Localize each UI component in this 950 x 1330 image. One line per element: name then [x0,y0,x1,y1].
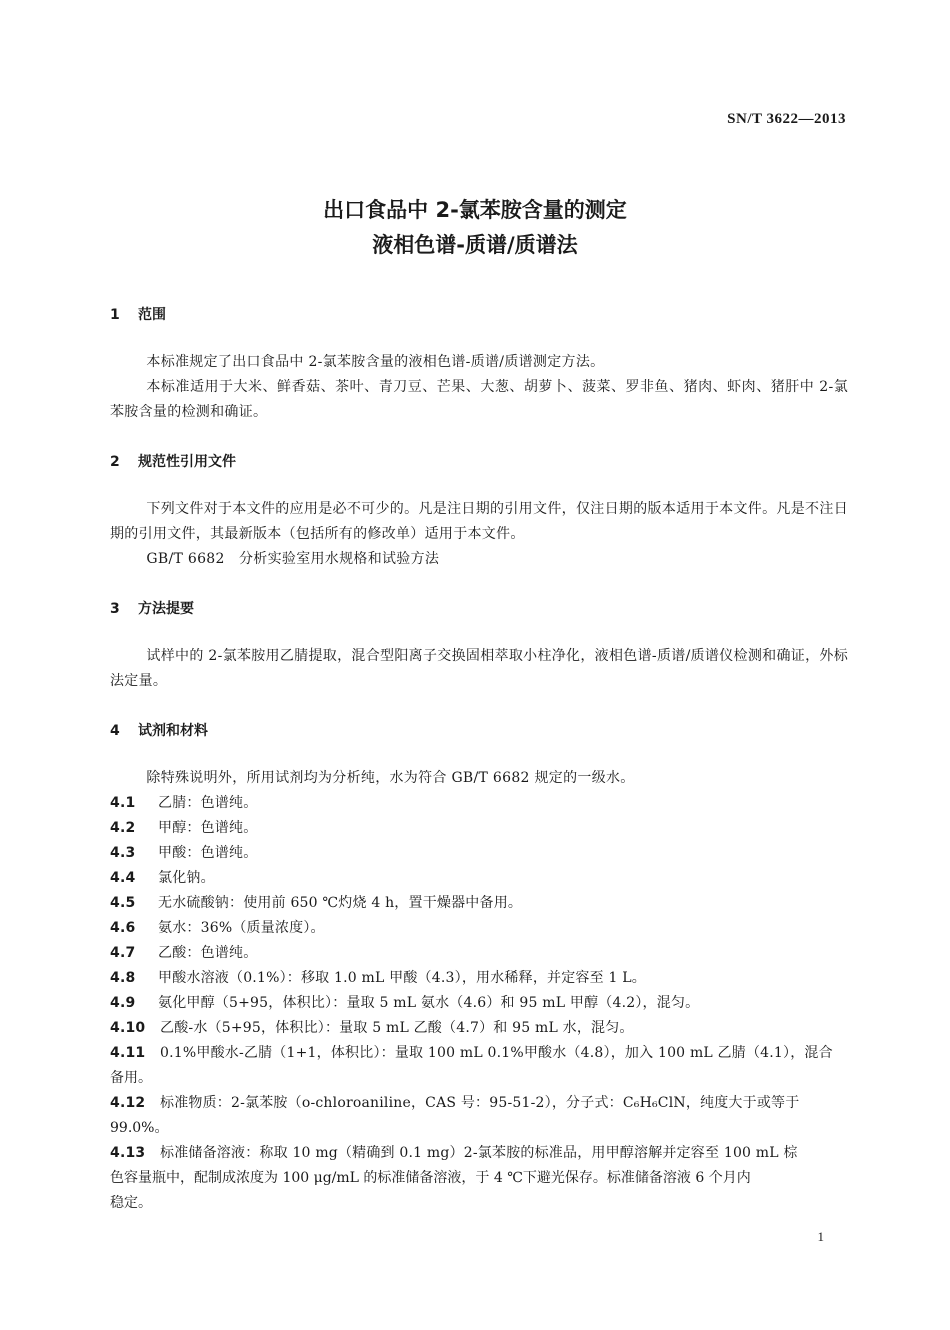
clause-number: 4.2 [110,820,136,836]
clause-number: 4.4 [110,870,136,886]
paragraph: 除特殊说明外，所用试剂均为分析纯，水为符合 GB/T 6682 规定的一级水。 [146,770,635,786]
clause-text: 甲酸水溶液（0.1%）：移取 1.0 mL 甲酸（4.3），用水稀释，并定容至 1 L。 [158,970,646,986]
clause-item [110,866,848,891]
clause-item [110,916,848,941]
clause-number: 4.1 [110,795,136,811]
clause-text: 氨化甲醇（5+95，体积比）：量取 5 mL 氨水（4.6）和 95 mL 甲醇（4.2），混匀。 [158,995,700,1011]
paragraph: 下列文件对于本文件的应用是必不可少的。凡是注日期的引用文件，仅注日期的版本适用于本文件。凡是不注日期的引用文件，其最新版本（包括所有的修改单）适用于本文件。 [110,501,848,542]
clause-item [110,1041,848,1066]
section-number: 2 [110,454,120,470]
section-number: 3 [110,601,120,617]
clause-text: 氨水：36%（质量浓度）。 [158,920,325,936]
clause-number: 4.9 [110,995,136,1011]
document-title-line1: 出口食品中 2-氯苯胺含量的测定 [323,198,627,222]
section-title: 方法提要 [138,601,194,617]
clause-number: 4.12 [110,1095,146,1111]
clause-number: 4.11 [110,1045,146,1061]
page-number: 1 [817,1229,824,1244]
section-number: 4 [110,723,120,739]
clause-number: 4.8 [110,970,136,986]
clause-item [110,991,848,1016]
paragraph: 本标准适用于大米、鲜香菇、茶叶、青刀豆、芒果、大葱、胡萝卜、菠菜、罗非鱼、猪肉、虾肉、猪肝中 2-氯苯胺含量的检测和确证。 [110,379,848,420]
section-number: 1 [110,307,120,323]
clause-item [110,791,848,816]
section-title: 试剂和材料 [138,723,208,739]
clause-item [110,1141,848,1166]
reference-entry: GB/T 6682 分析实验室用水规格和试验方法 [146,551,440,567]
clause-number: 4.13 [110,1145,146,1161]
clause-number: 4.5 [110,895,136,911]
clause-number: 4.6 [110,920,136,936]
clause-continuation: 备用。 [110,1070,152,1086]
clause-number: 4.10 [110,1020,146,1036]
clause-continuation: 稳定。 [110,1195,152,1211]
section-title: 规范性引用文件 [138,454,236,470]
section-title: 范围 [138,307,166,323]
clause-text: 氯化钠。 [158,870,215,886]
section-reagents [110,718,848,1216]
clause-item [110,891,848,916]
clause-number: 4.3 [110,845,136,861]
clause-text: 标准物质：2-氯苯胺（o-chloroaniline，CAS 号：95-51-2），分子式：C₆H₆ClN，纯度大于或等于 [160,1095,800,1111]
clause-text: 乙腈：色谱纯。 [158,795,258,811]
section-method-summary [110,596,848,694]
clause-item [110,841,848,866]
clause-text: 甲醇：色谱纯。 [158,820,258,836]
paragraph: 试样中的 2-氯苯胺用乙腈提取，混合型阳离子交换固相萃取小柱净化，液相色谱-质谱/质谱仪检测和确证，外标法定量。 [110,648,848,689]
section-normative-references [110,449,848,572]
clause-item [110,941,848,966]
clause-continuation: 色容量瓶中，配制成浓度为 100 μg/mL 的标准储备溶液，于 4 ℃下避光保存。标准储备溶液 6 个月内 [110,1170,751,1186]
clause-number: 4.7 [110,945,136,961]
clause-item [110,966,848,991]
clause-item [110,1091,848,1116]
standard-code: SN/T 3622—2013 [727,111,846,127]
document-body [110,302,848,1216]
clause-text: 乙酸-水（5+95，体积比）：量取 5 mL 乙酸（4.7）和 95 mL 水，混匀。 [160,1020,634,1036]
clause-text: 甲酸：色谱纯。 [158,845,258,861]
clause-item [110,1016,848,1041]
clause-text: 0.1%甲酸水-乙腈（1+1，体积比）：量取 100 mL 0.1%甲酸水（4.8），加入 100 mL 乙腈（4.1），混合 [160,1045,833,1061]
section-heading [110,302,848,328]
clause-continuation: 99.0%。 [110,1120,169,1136]
document-title-line2: 液相色谱-质谱/质谱法 [372,233,578,257]
clause-text: 无水硫酸钠：使用前 650 ℃灼烧 4 h，置干燥器中备用。 [158,895,523,911]
section-heading [110,449,848,475]
section-heading [110,596,848,622]
clause-text: 标准储备溶液：称取 10 mg（精确到 0.1 mg）2-氯苯胺的标准品，用甲醇溶解并定容至 100 mL 棕 [160,1145,798,1161]
section-heading [110,718,848,744]
paragraph: 本标准规定了出口食品中 2-氯苯胺含量的液相色谱-质谱/质谱测定方法。 [146,354,605,370]
clause-item [110,816,848,841]
clause-text: 乙酸：色谱纯。 [158,945,258,961]
section-scope [110,302,848,425]
